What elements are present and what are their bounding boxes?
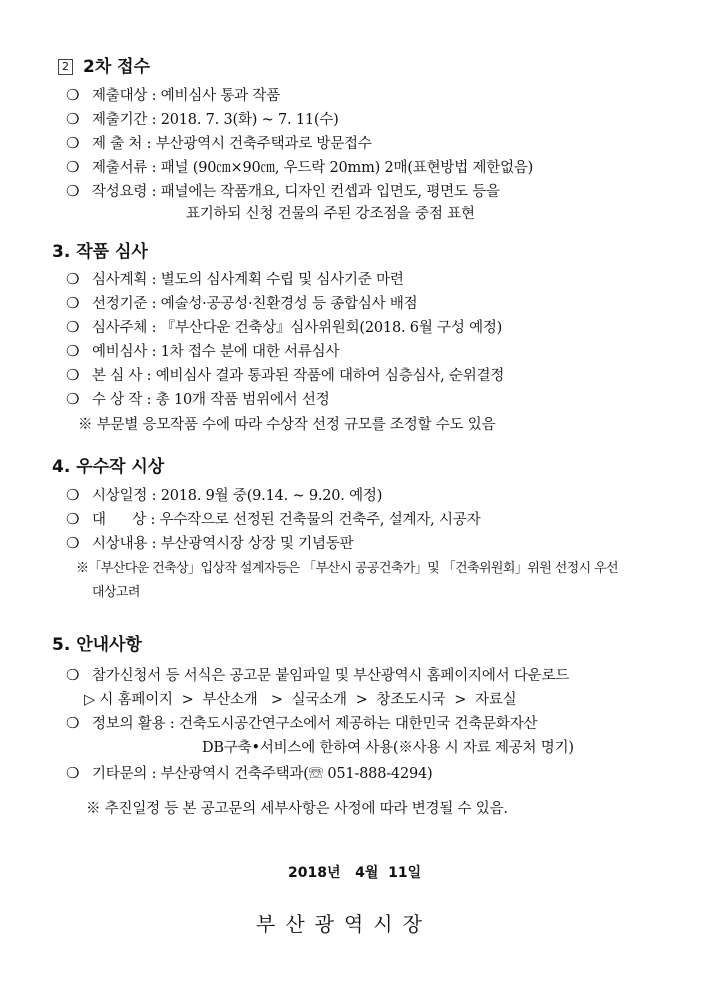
- bullet-icon: ❍: [66, 294, 80, 312]
- item-continuation: 표기하되 신청 건물의 주된 강조점을 중점 표현: [186, 206, 475, 222]
- bullet-icon: ❍: [66, 390, 80, 408]
- bullet-icon: ❍: [66, 86, 80, 104]
- item-text: 기타문의 : 부산광역시 건축주택과(☏ 051-888-4294): [92, 766, 433, 782]
- bullet-icon: ❍: [66, 270, 80, 288]
- list-item: [66, 268, 404, 289]
- item-text: 제출기간 : 2018. 7. 3(화) ~ 7. 11(수): [92, 112, 339, 128]
- bullet-icon: ❍: [66, 134, 80, 152]
- bullet-icon: ❍: [66, 534, 80, 552]
- note-text: ※「부산다운 건축상」입상작 설계자등은 「부산시 공공건축가」및 「건축위원회」위원 선정시 우선: [76, 561, 619, 576]
- section-2-title: 2차 접수: [83, 57, 151, 77]
- bullet-icon: ❍: [66, 486, 80, 504]
- item-text: 제출서류 : 패널 (90㎝×90㎝, 우드락 20mm) 2매(표현방법 제한없음): [92, 160, 534, 176]
- section-number-box: 2: [58, 59, 73, 75]
- section-5-heading: 5. 안내사항: [52, 635, 142, 655]
- note-continuation: 대상고려: [92, 585, 140, 600]
- bullet-icon: ❍: [66, 666, 80, 684]
- list-item: [66, 108, 339, 129]
- section-2-heading: [58, 52, 150, 77]
- item-text: 정보의 활용 : 건축도시공간연구소에서 제공하는 대한민국 건축문화자산: [92, 716, 538, 732]
- bullet-icon: ❍: [66, 158, 80, 176]
- list-item: [66, 664, 569, 685]
- list-item: [66, 180, 500, 201]
- list-item: [66, 484, 382, 505]
- note-text: ※ 추진일정 등 본 공고문의 세부사항은 사정에 따라 변경될 수 있음.: [86, 801, 508, 817]
- item-text: 심사주체 : 『부산다운 건축상』심사위원회(2018. 6월 구성 예정): [92, 320, 503, 336]
- section-4-heading: 4. 우수작 시상: [52, 457, 165, 477]
- item-text: 선정기준 : 예술성·공공성·친환경성 등 종합심사 배점: [92, 296, 418, 312]
- item-text: 작성요령 : 패널에는 작품개요, 디자인 컨셉과 입면도, 평면도 등을: [92, 184, 500, 200]
- list-item: [66, 292, 418, 313]
- note-text: ※ 부문별 응모작품 수에 따라 수상작 선정 규모를 조정할 수도 있음: [78, 417, 496, 433]
- signature-issuer: 부산광역시장: [256, 912, 432, 936]
- document-date: 2018년 4월 11일: [288, 865, 422, 881]
- list-item: [66, 84, 280, 105]
- section-3-heading: 3. 작품 심사: [52, 242, 148, 262]
- list-item: [66, 508, 480, 529]
- bullet-icon: ❍: [66, 318, 80, 336]
- bullet-icon: ❍: [66, 342, 80, 360]
- bullet-icon: ❍: [66, 510, 80, 528]
- list-item: [66, 388, 330, 409]
- list-item: [66, 156, 533, 177]
- item-text: 대 상 : 우수작으로 선정된 건축물의 건축주, 설계자, 시공자: [92, 512, 481, 528]
- bullet-icon: ❍: [66, 110, 80, 128]
- list-item: [66, 340, 339, 361]
- item-text: 본 심 사 : 예비심사 결과 통과된 작품에 대하여 심층심사, 순위결정: [92, 368, 505, 384]
- bullet-icon: ❍: [66, 366, 80, 384]
- list-item: [66, 712, 537, 733]
- item-text: 제출대상 : 예비심사 통과 작품: [92, 88, 281, 104]
- item-text: 제 출 처 : 부산광역시 건축주택과로 방문접수: [92, 136, 372, 152]
- bullet-icon: ❍: [66, 182, 80, 200]
- list-item: [66, 364, 504, 385]
- item-text: 예비심사 : 1차 접수 분에 대한 서류심사: [92, 344, 340, 360]
- item-text: 시상내용 : 부산광역시장 상장 및 기념동판: [92, 536, 354, 552]
- list-item: [66, 316, 502, 337]
- bullet-icon: ❍: [66, 764, 80, 782]
- item-text: 수 상 작 : 총 10개 작품 범위에서 선정: [92, 392, 330, 408]
- list-item: [66, 132, 372, 153]
- item-continuation: DB구축•서비스에 한하여 사용(※사용 시 자료 제공처 명기): [202, 740, 574, 756]
- list-item: [66, 762, 433, 783]
- navigation-path: ▷ 시 홈페이지 > 부산소개 > 실국소개 > 창조도시국 > 자료실: [84, 692, 517, 708]
- item-text: 심사계획 : 별도의 심사계획 수립 및 심사기준 마련: [92, 272, 404, 288]
- bullet-icon: ❍: [66, 714, 80, 732]
- list-item: [66, 532, 353, 553]
- item-text: 시상일정 : 2018. 9월 중(9.14. ~ 9.20. 예정): [92, 488, 383, 504]
- item-text: 참가신청서 등 서식은 공고문 붙임파일 및 부산광역시 홈페이지에서 다운로드: [92, 668, 570, 684]
